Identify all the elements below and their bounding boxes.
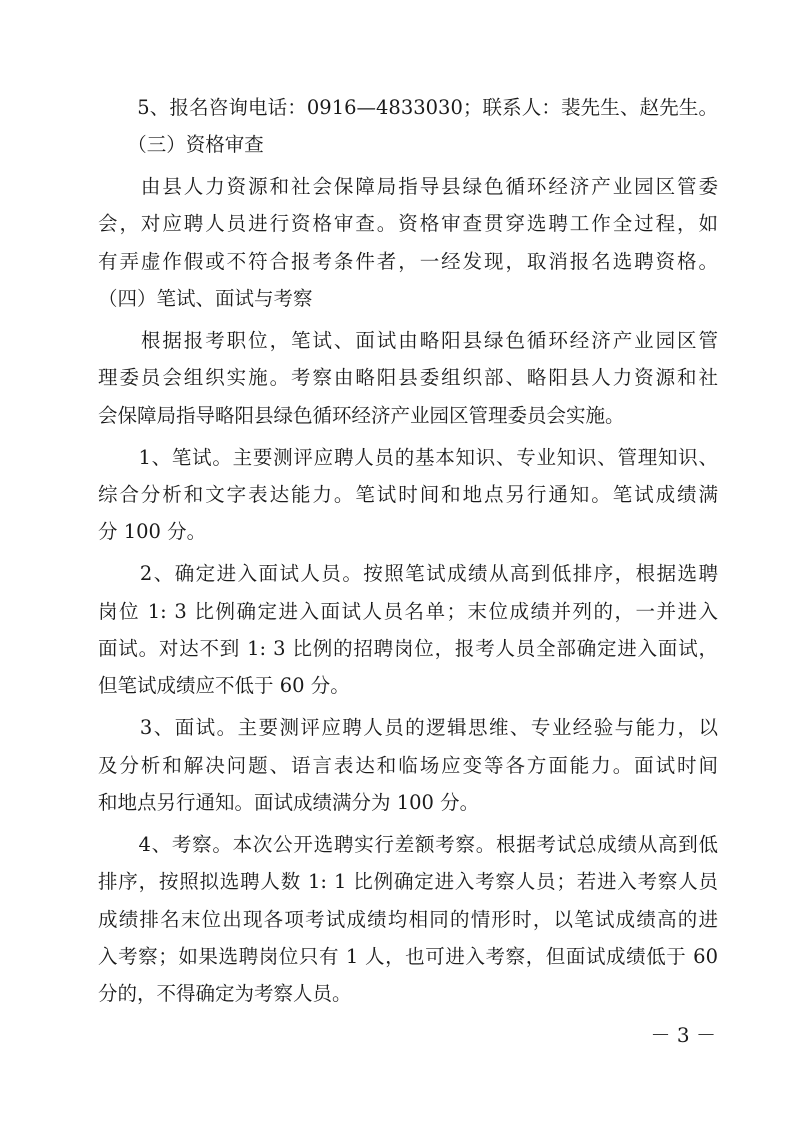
text-line: 成绩排名末位出现各项考试成绩均相同的情形时，以笔试成绩高的进 [98,908,718,931]
text-line: 及分析和解决问题、语言表达和临场应变等各方面能力。面试时间 [98,754,718,777]
text-line: 排序，按照拟选聘人数 1: 1 比例确定进入考察人员；若进入考察人员 [98,870,718,893]
text-line: 由县人力资源和社会保障局指导县绿色循环经济产业园区管委 [98,175,718,198]
text-line: 和地点另行通知。面试成绩满分为 100 分。 [98,791,480,814]
text-line: 1、笔试。主要测评应聘人员的基本知识、专业知识、管理知识、 [98,446,718,469]
page-number: － 3 － [650,1023,716,1047]
text-line: 但笔试成绩应不低于 60 分。 [98,674,350,697]
text-line: 分的，不得确定为考察人员。 [98,982,352,1005]
section-heading-exam-interview: （四）笔试、面试与考察 [98,287,313,310]
text-line: 综合分析和文字表达能力。笔试时间和地点另行通知。笔试成绩满 [98,483,718,506]
text-line: 5、报名咨询电话：0916—4833030；联系人：裴先生、赵先生。 [98,96,718,119]
section-heading-qualification-review: （三）资格审查 [98,133,264,156]
text-line: 3、面试。主要测评应聘人员的逻辑思维、专业经验与能力，以 [98,716,718,739]
text-line: 入考察；如果选聘岗位只有 1 人，也可进入考察，但面试成绩低于 60 [98,945,718,968]
text-line: 分 100 分。 [98,520,207,543]
text-line: 有弄虚作假或不符合报考条件者，一经发现，取消报名选聘资格。 [98,250,718,273]
text-line: 面试。对达不到 1: 3 比例的招聘岗位，报考人员全部确定进入面试， [98,637,718,660]
text-line: 4、考察。本次公开选聘实行差额考察。根据考试总成绩从高到低 [98,833,718,856]
text-line: 会保障局指导略阳县绿色循环经济产业园区管理委员会实施。 [98,404,625,427]
text-line: 会，对应聘人员进行资格审查。资格审查贯穿选聘工作全过程，如 [98,212,718,235]
text-line: 理委员会组织实施。考察由略阳县委组织部、略阳县人力资源和社 [98,366,718,389]
text-line: 岗位 1: 3 比例确定进入面试人员名单；末位成绩并列的，一并进入 [98,600,718,623]
text-line: 根据报考职位，笔试、面试由略阳县绿色循环经济产业园区管 [98,329,718,352]
text-line: 2、确定进入面试人员。按照笔试成绩从高到低排序，根据选聘 [98,562,718,585]
